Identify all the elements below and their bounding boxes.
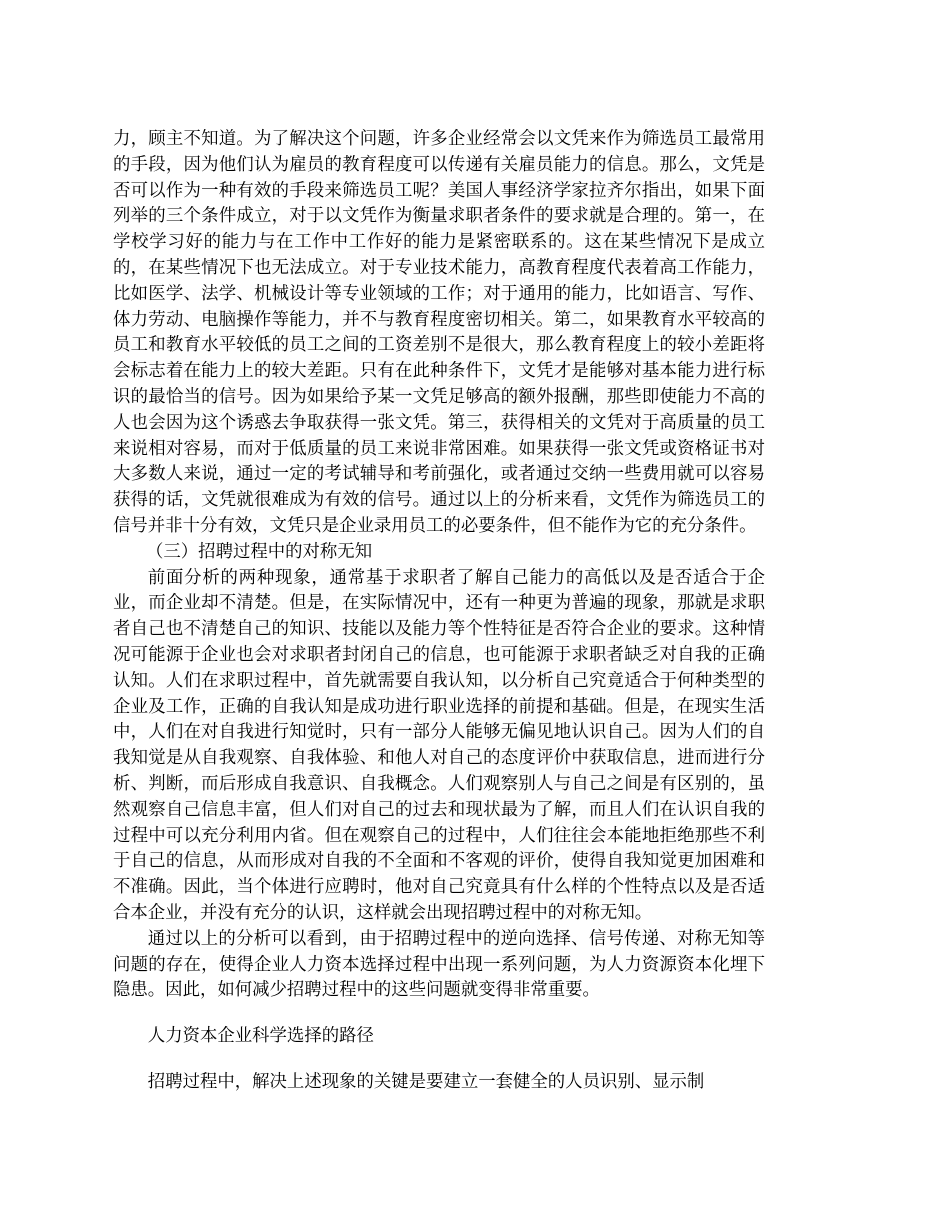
- section-heading-selection-path: 人力资本企业科学选择的路径: [147, 1026, 374, 1047]
- paragraph-symmetric-ignorance: 前面分析的两种现象，通常基于求职者了解自己能力的高低以及是否适合于企业，而企业却不清楚。但是，在实际情况中，还有一种更为普遍的现象，那就是求职者自己也不清楚自己的知识、技能以及能力等个性特征是否符合企业的要求。这种情况可能源于企业也会对求职者封闭自己的信息，也可能源于求职者缺乏对自我的正确认知。人们在求职过程中，首先就需要自我认知，以分析自己究竟适合于何种类型的企业及工作，正确的自我认知是成功进行职业选择的前提和基础。但是，在现实生活中，人们在对自我进行知觉时，只有一部分人能够无偏见地认识自己。因为人们的自我知觉是从自我观察、自我体验、和他人对自己的态度评价中获取信息，进而进行分析、判断，而后形成自我意识、自我概念。人们观察别人与自己之间是有区别的，虽然观察自己信息丰富，但人们对自己的过去和现状最为了解，而且人们在认识自我的过程中可以充分利用内省。但在观察自己的过程中，人们往往会本能地拒绝那些不利于自己的信息，从而形成对自我的不全面和不客观的评价，使得自我知觉更加困难和不准确。因此，当个体进行应聘时，他对自己究竟具有什么样的个性特点以及是否适合本企业，并没有充分的认识，这样就会出现招聘过程中的对称无知。: [113, 567, 765, 923]
- paragraph-recruitment-solution: 招聘过程中，解决上述现象的关键是要建立一套健全的人员识别、显示制: [147, 1071, 705, 1092]
- section-heading-symmetric-ignorance: （三）招聘过程中的对称无知: [146, 541, 373, 562]
- paragraph-summary: 通过以上的分析可以看到，由于招聘过程中的逆向选择、信号传递、对称无知等问题的存在，使得企业人力资本选择过程中出现一系列问题，为人力资源资本化埋下隐患。因此，如何减少招聘过程中的这些问题就变得非常重要。: [113, 928, 765, 1001]
- document-page: [113, 127, 765, 1096]
- paragraph-diploma-screening: 力，顾主不知道。为了解决这个问题，许多企业经常会以文凭来作为筛选员工最常用的手段，因为他们认为雇员的教育程度可以传递有关雇员能力的信息。那么，文凭是否可以作为一种有效的手段来筛选员工呢？美国人事经济学家拉齐尔指出，如果下面列举的三个条件成立，对于以文凭作为衡量求职者条件的要求就是合理的。第一，在学校学习好的能力与在工作中工作好的能力是紧密联系的。这在某些情况下是成立的，在某些情况下也无法成立。对于专业技术能力，高教育程度代表着高工作能力，比如医学、法学、机械设计等专业领域的工作；对于通用的能力，比如语言、写作、体力劳动、电脑操作等能力，并不与教育程度密切相关。第二，如果教育水平较高的员工和教育水平较低的员工之间的工资差别不是很大，那么教育程度上的较小差距将会标志着在能力上的较大差距。只有在此种条件下，文凭才是能够对基本能力进行标识的最恰当的信号。因为如果给予某一文凭足够高的额外报酬，那些即使能力不高的人也会因为这个诱惑去争取获得一张文凭。第三，获得相关的文凭对于高质量的员工来说相对容易，而对于低质量的员工来说非常困难。如果获得一张文凭或资格证书对大多数人来说，通过一定的考试辅导和考前强化，或者通过交纳一些费用就可以容易获得的话，文凭就很难成为有效的信号。通过以上的分析来看，文凭作为筛选员工的信号并非十分有效，文凭只是企业录用员工的必要条件，但不能作为它的充分条件。: [113, 129, 765, 536]
